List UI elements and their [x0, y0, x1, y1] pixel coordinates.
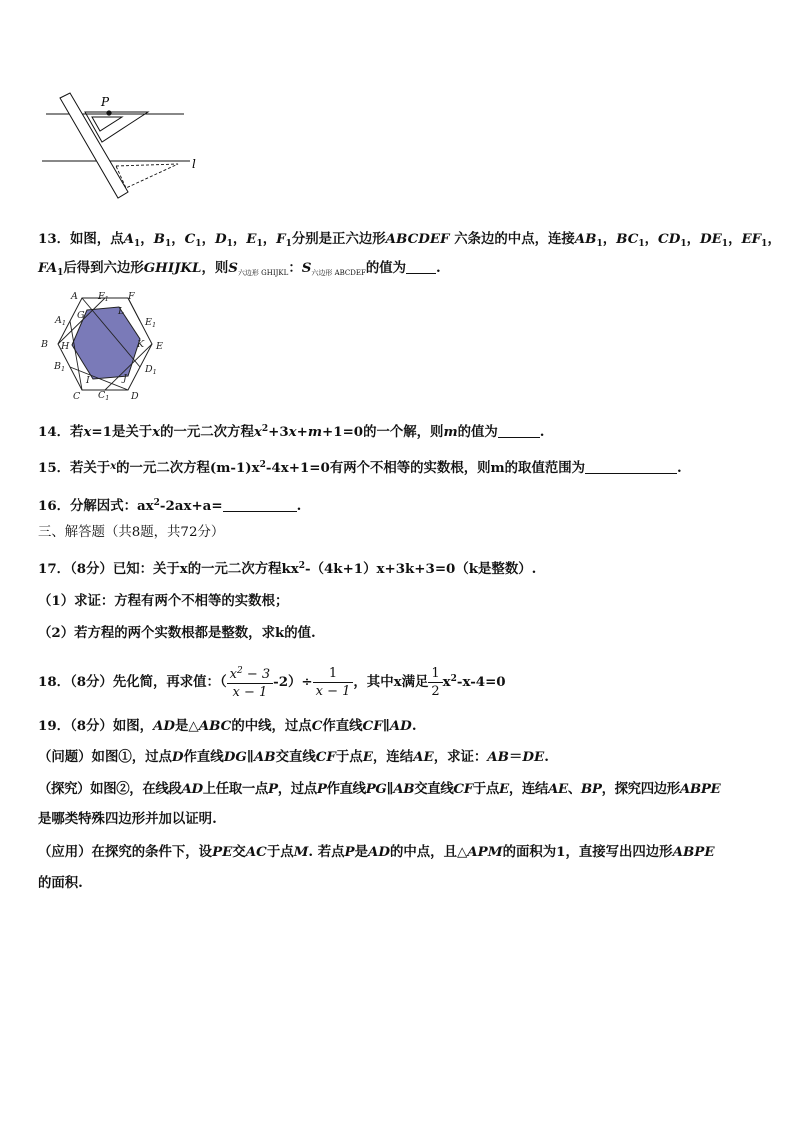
label-D: D [131, 391, 139, 402]
q16-number: 16． [38, 498, 71, 514]
figure-hexagons [36, 288, 168, 404]
answer-blank[interactable] [498, 425, 540, 438]
fraction-1: $\frac{x^2 - 3}{x - 1}$ [227, 663, 274, 702]
section-heading: 三、解答题（共8题，共72分） [38, 525, 225, 540]
q19-tanjiu-line1: （探究）如图②，在线段AD上任取一点P，过点P作直线PG∥AB交直线CF于点E，连结AE、BP，探究四边形ABPE [38, 781, 721, 797]
answer-blank[interactable] [223, 499, 297, 512]
label-p: P [101, 95, 110, 109]
q13-line2: $FA_1$后得到六边形GHIJKL，则$S_{六边形 GHIJKL}$：$S_{六边形 ABCDEF}$的值为 . [38, 260, 441, 278]
label-E: E [156, 341, 163, 352]
q19-wenti: （问题）如图①，过点D作直线DG∥AB交直线CF于点E，连结AE，求证：AB＝DE. [38, 749, 549, 765]
fraction-2: $\frac{1}{x - 1}$ [313, 665, 354, 701]
q19-yingyong-line1: （应用）在探究的条件下，设PE交AC于点M. 若点P是AD的中点，且△APM的面积为1，直接写出四边形ABPE [38, 844, 715, 860]
q14-number: 14． [38, 424, 71, 440]
label-G: G [77, 310, 85, 321]
set-square-dashed [116, 164, 178, 188]
label-A1: $A_1$ [55, 315, 67, 327]
q19-number: 19． [38, 718, 71, 734]
label-F: F [128, 291, 135, 302]
label-K: K [137, 339, 145, 350]
answer-blank[interactable] [585, 461, 677, 474]
q19-tanjiu-line2: 是哪类特殊四边形并加以证明. [38, 811, 217, 827]
label-B1: $B_1$ [54, 361, 66, 373]
figure-ruler-triangle [30, 88, 220, 206]
label-A: A [71, 291, 78, 302]
label-l: l [192, 157, 196, 171]
q19-yingyong-line2: 的面积. [38, 875, 83, 891]
label-J: J [123, 373, 127, 384]
label-C: C [73, 391, 81, 402]
label-C1: $C_1$ [98, 390, 110, 402]
q15-line: 15．若关于$^x$的一元二次方程$(m-1)x^2-4x+1=0$有两个不相等的实数根，则m的取值范围为 . [38, 460, 682, 476]
q13-number: 13． [38, 231, 71, 247]
point-p-dot [106, 110, 111, 115]
q17-number: 17． [38, 561, 71, 577]
label-E1: $E_1$ [145, 317, 157, 329]
q19-line1: 19．（8分）如图，AD是△ABC的中线，过点C作直线CF∥AD. [38, 718, 417, 734]
label-D1: $D_1$ [145, 364, 157, 376]
set-square-small [92, 117, 122, 131]
answer-blank[interactable] [406, 261, 436, 274]
q14-line: 14．若x=1是关于x的一元二次方程$x^2+3x+m+1=0$的一个解，则m的值为 . [38, 424, 545, 440]
q17-sub2: （2）若方程的两个实数根都是整数，求k的值. [38, 625, 316, 641]
q13-line1: 13．如图，点$A_1$，$B_1$，$C_1$，$D_1$，$E_1$，$F_1$分别是正六边形ABCDEF 六条边的中点，连接$AB_1$，$BC_1$，$CD_1$，$DE_1$，$EF_1$， [38, 231, 781, 249]
q17-sub1: （1）求证：方程有两个不相等的实数根； [38, 593, 289, 609]
fraction-half: $\frac{1}{2}$ [428, 665, 442, 701]
q18-line: 18．（8分）先化简，再求值：（ $\frac{x^2 - 3}{x - 1}$ -2）÷ $\frac{1}{x - 1}$ ，其中x满足 $\frac{1}{2}$ $x^2-x-4=0$ [38, 658, 506, 700]
q15-number: 15． [38, 460, 71, 476]
label-I: I [86, 375, 90, 386]
label-B: B [41, 339, 48, 350]
label-L: L [118, 306, 125, 317]
label-F1: $F_1$ [98, 291, 109, 303]
ruler [60, 93, 128, 198]
label-H: H [61, 341, 70, 352]
q17-line: 17．（8分）已知：关于x的一元二次方程$kx^2-(4k+1)x+3k+3=0(k$是整数）. [38, 561, 537, 577]
q18-number: 18． [38, 674, 71, 690]
q16-line: 16．分解因式：$ax^2-2ax+a=$ . [38, 498, 302, 514]
